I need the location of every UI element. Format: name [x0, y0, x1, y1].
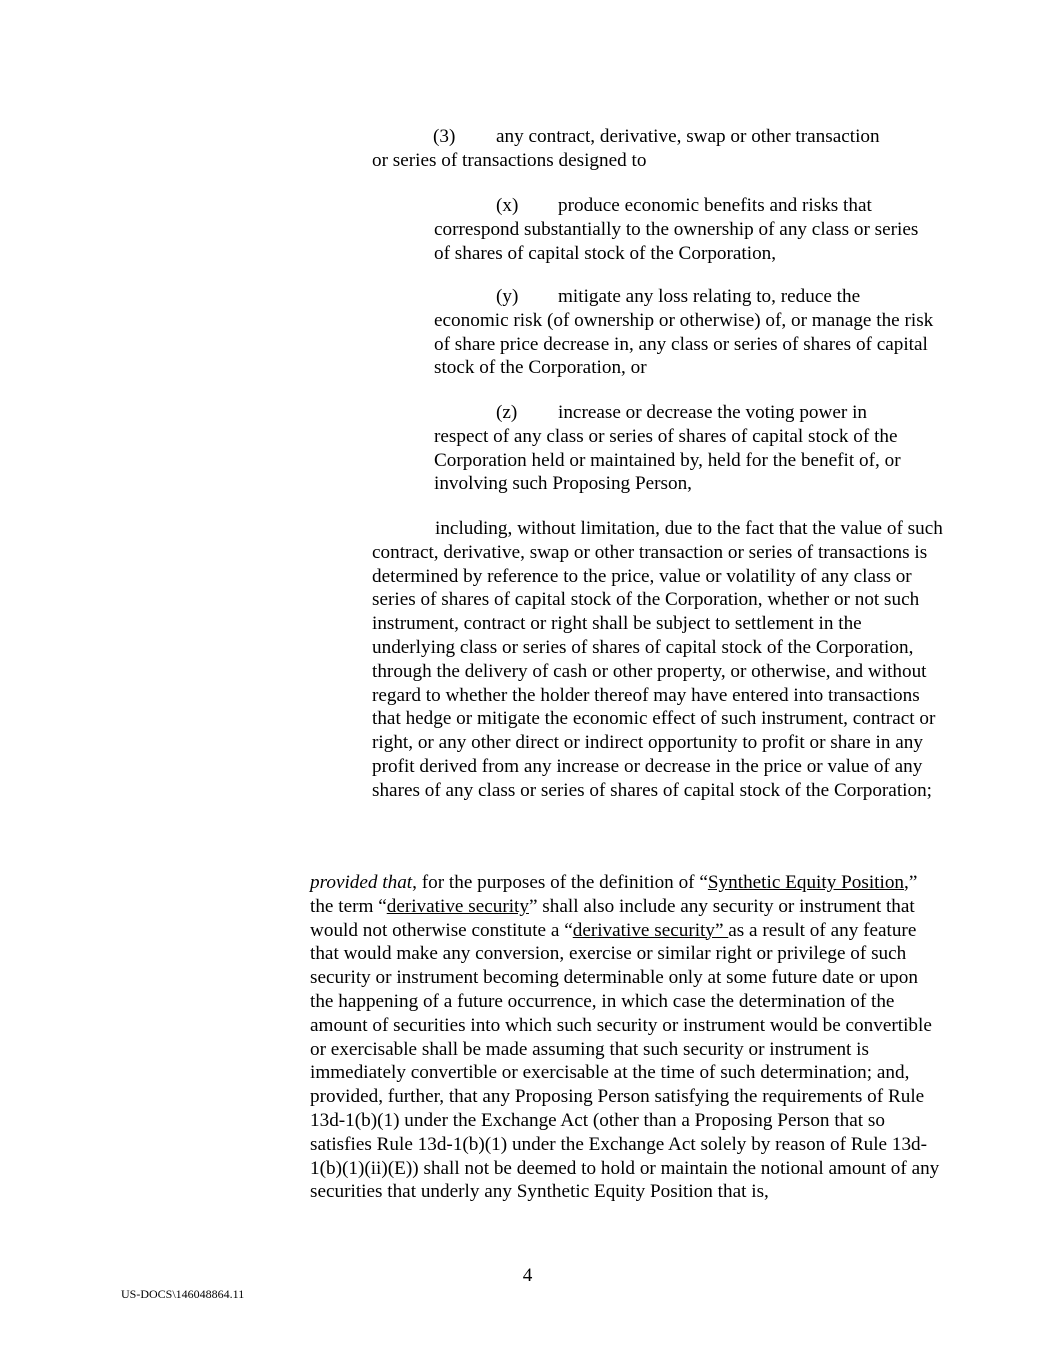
provided-paragraph: [310, 871, 940, 1204]
subclause-label-z: (z): [496, 402, 518, 423]
subclause-text-x-line1: produce economic benefits and risks that: [558, 195, 872, 216]
provided-text-part4: as a result of any feature that would make any conversion, exercise or similar right or privilege of such security or instrument becoming determinable only at some future date or upon the happening of a future occurrence, in which case the determination of the amount of securities into which such security or instrument would be convertible or exercisable shall be made assuming that such security or instrument is immediately convertible or exercisable at the time of such determination; and, provided, further, that any Proposing Person satisfying the requirements of Rule 13d-1(b)(1) under the Exchange Act (other than a Proposing Person that so satisfies Rule 13d-1(b)(1) under the Exchange Act solely by reason of Rule 13d-1(b)(1)(ii)(E)) shall not be deemed to hold or maintain the notional amount of any securities that underly any Synthetic Equity Position that is,: [310, 919, 940, 1203]
defined-term-derivative-security: derivative security: [386, 895, 529, 917]
subclause-label-y: (y): [496, 286, 519, 307]
clause-text-3-line1: any contract, derivative, swap or other transaction: [496, 126, 880, 147]
defined-term-synthetic-equity-position: Synthetic Equity Position: [707, 872, 905, 893]
clause-text-3-rest: or series of transactions designed to: [372, 149, 647, 171]
subclause-item-y: [434, 285, 934, 380]
subclause-item-z: [434, 401, 934, 496]
subclause-text-x-rest: correspond substantially to the ownership of any class or series of shares of capital stock of the Corporation,: [434, 218, 919, 264]
provided-text-part2: ,” the term “: [310, 872, 918, 917]
page-number: 4: [522, 1265, 533, 1286]
including-paragraph: including, without limitation, due to the fact that the value of such contract, derivative, swap or other transaction or series of transactions is determined by reference to the price, value or volatility of any class or series of shares of capital stock of the Corporation, whether or not such instrument, contract or right shall be subject to settlement in the underlying class or series of shares of capital stock of the Corporation, through the delivery of cash or other property, or otherwise, and without regard to whether the holder thereof may have entered into transactions that hedge or mitigate the economic effect of such instrument, contract or right, or any other direct or indirect opportunity to profit or share in any profit derived from any increase or decrease in the price or value of any shares of any class or series of shares of capital stock of the Corporation;: [372, 518, 943, 801]
defined-term-derivative-security-2: derivative security”: [572, 919, 729, 941]
subclause-label-x: (x): [496, 195, 519, 216]
provided-text-part3: ” shall also include any security or instrument that would not otherwise constitute a “: [310, 895, 915, 941]
clause-label-3: (3): [433, 126, 456, 147]
document-id: US-DOCS\146048864.11: [121, 1287, 245, 1301]
subclause-text-z-rest: respect of any class or series of shares of capital stock of the Corporation held or maintained by, held for the benefit of, or involving such Proposing Person,: [434, 425, 901, 495]
provided-that-lead: provided that: [310, 872, 413, 893]
subclause-text-y-line1: mitigate any loss relating to, reduce the: [558, 286, 861, 307]
subclause-item-x: [434, 194, 934, 265]
subclause-text-z-line1: increase or decrease the voting power in: [558, 402, 867, 423]
subclause-text-y-rest: economic risk (of ownership or otherwise) of, or manage the risk of share price decrease in, any class or series of shares of capital stock of the Corporation, or: [434, 309, 934, 379]
provided-text-part1: , for the purposes of the definition of “: [412, 872, 708, 893]
clause-item-3: [372, 125, 942, 173]
